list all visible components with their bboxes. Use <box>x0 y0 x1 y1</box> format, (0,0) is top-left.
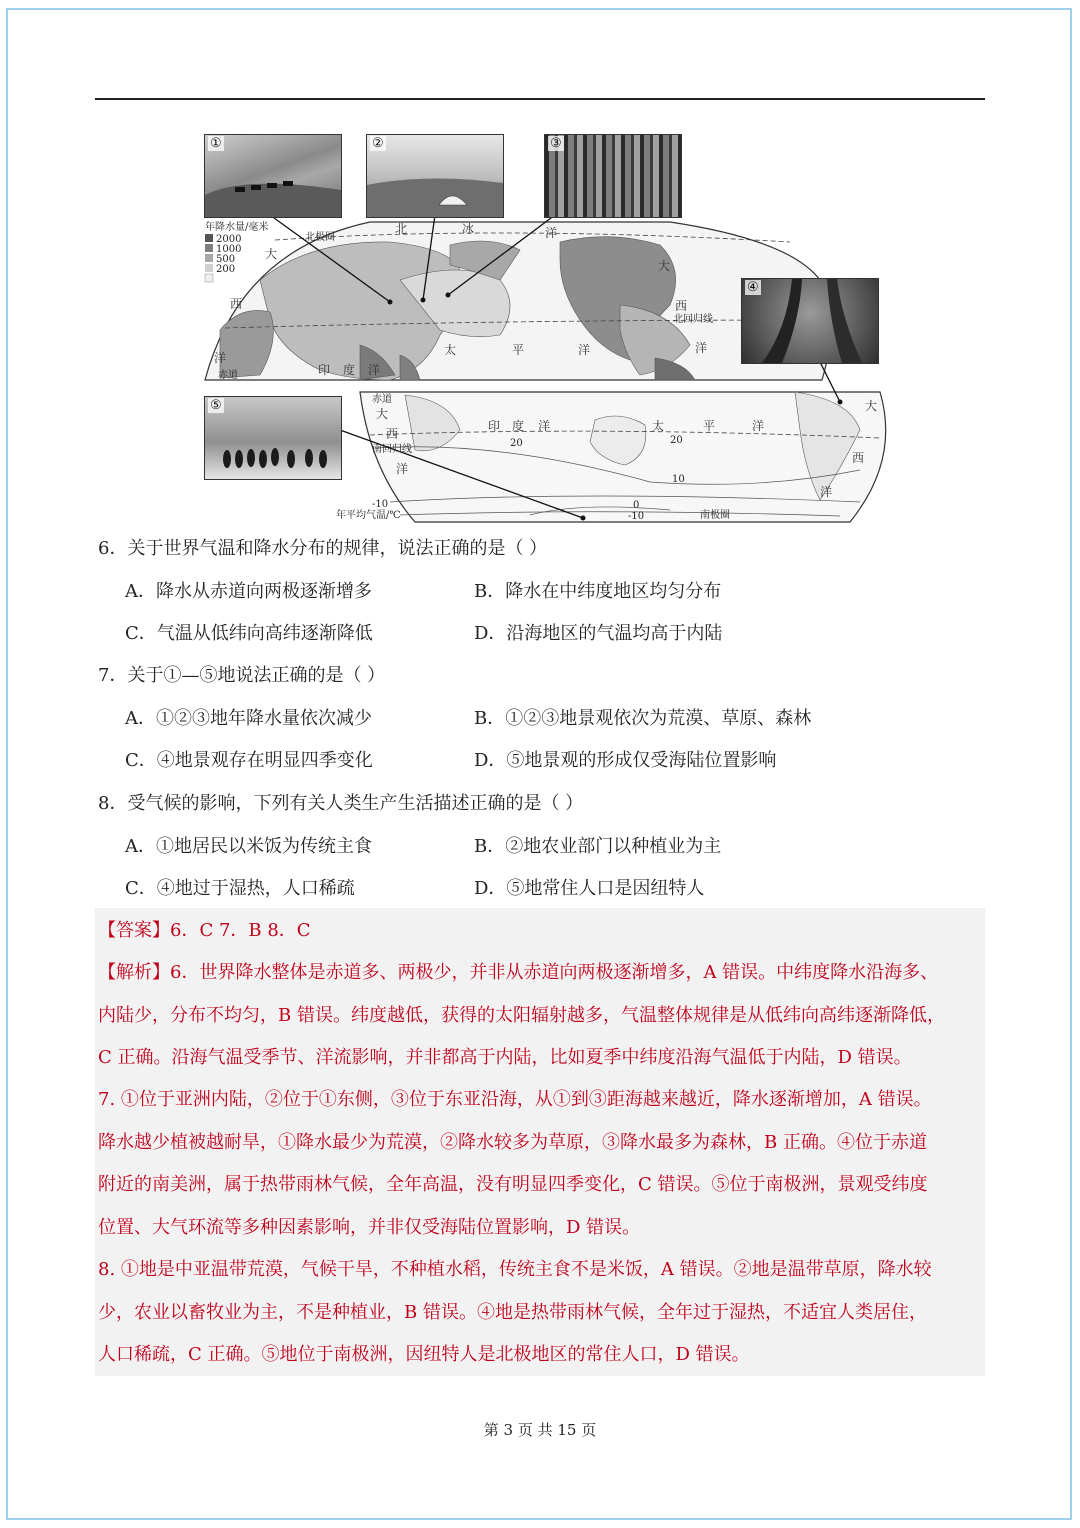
legend-title: 年降水量/毫米 <box>205 222 269 233</box>
analysis-line: 降水越少植被越耐旱，①降水最少为荒漠，②降水较多为草原，③降水最多为森林，B 正确。④位于赤道 <box>98 1132 927 1153</box>
answer-line: 【答案】6．C 7．B 8．C <box>98 920 311 941</box>
ocean-label: 平 <box>512 343 525 357</box>
photo-number: ② <box>372 136 384 151</box>
isotherm-label: -10 <box>628 511 645 522</box>
ocean-label: 洋 <box>214 351 227 365</box>
question-7-option-a: A．①②③地年降水量依次减少 <box>125 708 372 729</box>
ocean-label: 冰 <box>462 222 475 236</box>
question-8-option-a: A．①地居民以米饭为传统主食 <box>125 836 372 857</box>
question-8-stem: 8．受气候的影响，下列有关人类生产生活描述正确的是（ ） <box>98 793 584 814</box>
analysis-line: 8. ①地是中亚温带荒漠，气候干旱，不种植水稻，传统主食不是米饭，A 错误。②地是温带草原，降水较 <box>98 1259 932 1280</box>
desert-camels-photo <box>204 134 342 218</box>
rainforest-roots-photo <box>741 278 879 364</box>
photo-number: ① <box>210 136 222 151</box>
ocean-label: 大 <box>265 247 278 261</box>
ocean-label: 大 <box>376 407 389 421</box>
legend-value: 2000 <box>216 234 242 245</box>
ocean-label: 北 <box>395 222 408 236</box>
ocean-label: 西 <box>675 299 688 313</box>
label-tropic-n: 北回归线 <box>673 314 713 325</box>
label-temp-title: 年平均气温/℃ <box>336 510 401 521</box>
question-6-option-a: A．降水从赤道向两极逐渐增多 <box>125 581 372 602</box>
page-footer: 第 3 页 共 15 页 <box>483 1421 597 1439</box>
isotherm-label: 10 <box>672 474 685 485</box>
legend-value: 1000 <box>216 244 242 255</box>
header-rule <box>95 98 985 100</box>
ocean-label: 西 <box>852 451 865 465</box>
label-equator: 赤道 <box>218 370 238 381</box>
analysis-line: 附近的南美洲，属于热带雨林气候，全年高温，没有明显四季变化，C 错误。⑤位于南极洲，景观受纬度 <box>98 1174 928 1195</box>
photo-number: ⑤ <box>210 398 222 413</box>
photo-number: ④ <box>747 280 759 295</box>
forest-photo <box>544 134 682 218</box>
analysis-line: 少，农业以畜牧业为主，不是种植业，B 错误。④地是热带雨林气候，全年过于湿热，不适宜人类居住， <box>98 1302 927 1323</box>
question-8-option-c: C．④地过于湿热，人口稀疏 <box>125 878 355 899</box>
ocean-label: 平 <box>703 419 716 433</box>
ocean-label: 洋 <box>538 419 551 433</box>
ocean-label: 洋 <box>578 343 591 357</box>
question-7-stem: 7．关于①—⑤地说法正确的是（ ） <box>98 665 386 686</box>
antarctic-penguins-photo <box>204 396 342 480</box>
analysis-line: 【解析】6．世界降水整体是赤道多、两极少，并非从赤道向两极逐渐增多，A 错误。中纬度降水沿海多、 <box>98 962 939 983</box>
ocean-label: 大 <box>865 399 878 413</box>
isotherm-label: 0 <box>633 500 640 511</box>
ocean-label: 西 <box>230 297 243 311</box>
ocean-label: 洋 <box>368 363 381 377</box>
ocean-label: 洋 <box>545 226 558 240</box>
question-8-option-b: B．②地农业部门以种植业为主 <box>474 836 722 857</box>
label-equator-s: 赤道 <box>372 394 392 405</box>
question-6-option-c: C．气温从低纬向高纬逐渐降低 <box>125 623 373 644</box>
question-6-stem: 6．关于世界气温和降水分布的规律，说法正确的是（ ） <box>98 538 548 559</box>
question-6-option-d: D．沿海地区的气温均高于内陆 <box>474 623 723 644</box>
ocean-label: 太 <box>444 343 457 357</box>
ocean-label: 度 <box>512 419 525 433</box>
ocean-label: 洋 <box>695 341 708 355</box>
isotherm-label: -10 <box>372 499 389 510</box>
legend-value: 500 <box>216 254 236 265</box>
map-southern-hemisphere <box>360 392 886 522</box>
climate-figure <box>200 130 890 526</box>
analysis-line: 人口稀疏，C 正确。⑤地位于南极洲，因纽特人是北极地区的常住人口，D 错误。 <box>98 1344 750 1365</box>
photo-number: ③ <box>550 136 562 151</box>
ocean-label: 太 <box>652 419 665 433</box>
question-7-option-c: C．④地景观存在明显四季变化 <box>125 750 373 771</box>
ocean-label: 洋 <box>820 485 833 499</box>
ocean-label: 印 <box>318 363 331 377</box>
ocean-label: 洋 <box>396 462 409 476</box>
question-7-option-b: B．①②③地景观依次为荒漠、草原、森林 <box>474 708 812 729</box>
analysis-line: C 正确。沿海气温受季节、洋流影响，并非都高于内陆，比如夏季中纬度沿海气温低于内陆，D 错误。 <box>98 1047 912 1068</box>
legend-value: 200 <box>216 264 236 275</box>
question-6-option-b: B．降水在中纬度地区均匀分布 <box>474 581 722 602</box>
ocean-label: 印 <box>488 419 501 433</box>
label-arctic: 北极圈 <box>305 232 335 243</box>
ocean-label: 度 <box>343 363 356 377</box>
ocean-label: 西 <box>386 427 399 441</box>
grassland-yurt-photo <box>366 134 504 218</box>
question-8-option-d: D．⑤地常住人口是因纽特人 <box>474 878 705 899</box>
isotherm-label: 20 <box>510 438 523 449</box>
label-tropic-s: 南回归线 <box>372 444 412 455</box>
analysis-line: 内陆少，分布不均匀，B 错误。纬度越低，获得的太阳辐射越多，气温整体规律是从低纬向高纬逐渐降低， <box>98 1005 945 1026</box>
analysis-line: 位置、大气环流等多种因素影响，并非仅受海陆位置影响，D 错误。 <box>98 1217 641 1238</box>
ocean-label: 大 <box>658 259 671 273</box>
question-7-option-d: D．⑤地景观的形成仅受海陆位置影响 <box>474 750 777 771</box>
ocean-label: 洋 <box>752 419 765 433</box>
isotherm-label: 20 <box>670 435 683 446</box>
analysis-line: 7. ①位于亚洲内陆，②位于①东侧，③位于东亚沿海，从①到③距海越来越近，降水逐渐增加，A 错误。 <box>98 1089 932 1110</box>
label-antarctic: 南极圈 <box>700 510 730 521</box>
